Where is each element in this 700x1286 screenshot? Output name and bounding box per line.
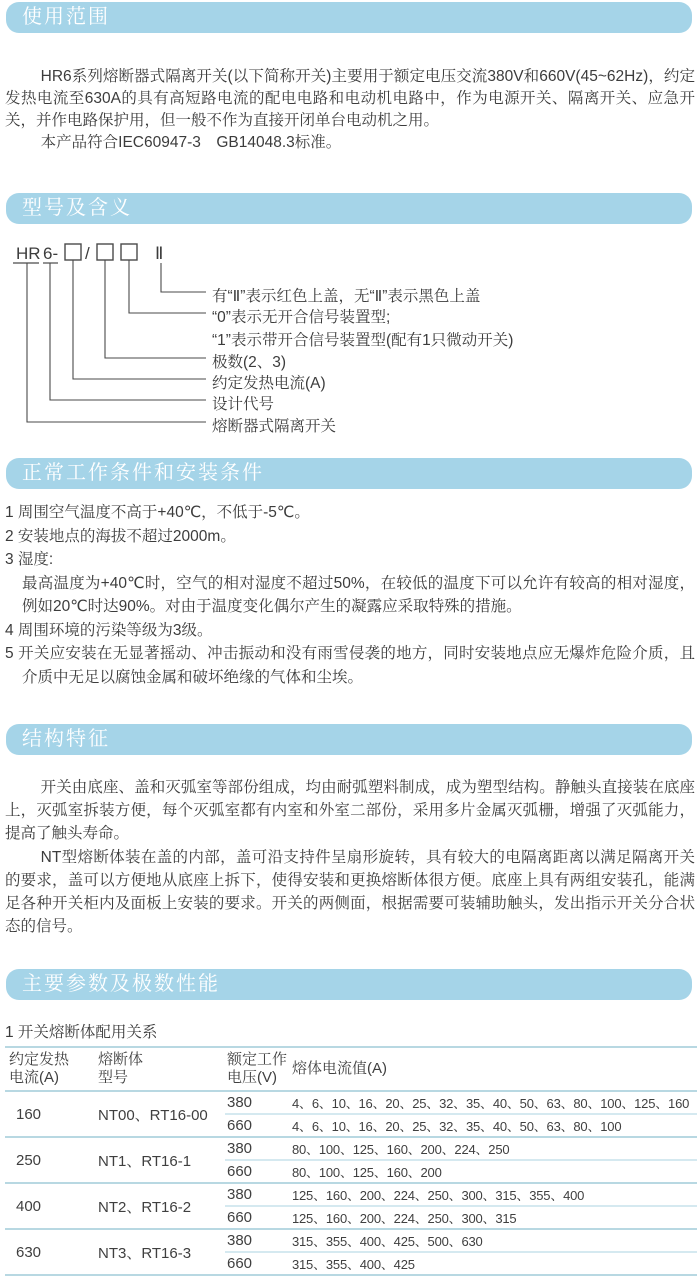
- cell-fuse-model: NT3、RT16-3: [93, 1229, 225, 1275]
- fuse-table-wrapper: [5, 1046, 697, 1276]
- table-row: [5, 1091, 697, 1114]
- header-line: 电压(V): [227, 1069, 277, 1086]
- condition-item: 1 周围空气温度不高于+40℃，不低于-5℃。: [5, 504, 310, 521]
- col-header-voltage: [225, 1047, 289, 1091]
- header-line: 约定发热: [9, 1051, 70, 1068]
- section-header-model: [6, 193, 692, 224]
- cell-values: 315、355、400、425: [289, 1252, 697, 1275]
- model-label-signal-1: “1”表示带开合信号装置型(配有1只微动开关): [212, 332, 514, 349]
- cell-rated-current: 630: [5, 1229, 93, 1275]
- cell-values: 315、355、400、425、500、630: [289, 1229, 697, 1252]
- section-title: 结构特征: [22, 728, 110, 750]
- col-header-fuse-model: [93, 1047, 225, 1091]
- table-row: [5, 1137, 697, 1160]
- condition-item: 3 湿度:: [5, 551, 54, 568]
- section-title: 使用范围: [22, 6, 110, 28]
- cell-values: 125、160、200、224、250、300、315: [289, 1206, 697, 1229]
- table-header-row: [5, 1047, 697, 1091]
- cell-fuse-model: NT00、RT16-00: [93, 1091, 225, 1137]
- paragraph: NT型熔断体装在盖的内部，盖可沿支持件呈扇形旋转，具有较大的电隔离距离以满足隔离开关的要求，盖可以方便地从底座上拆下，使得安装和更换熔断体很方便。底座上具有两组安装孔，能满足各种开关柜内及面板上安装的要求。开关的两侧面，根据需要可装辅助触头，发出指示开关分合状态的信号。: [5, 848, 695, 936]
- model-code-series: HR: [16, 244, 41, 263]
- model-label-design: 设计代号: [212, 396, 275, 413]
- cell-rated-current: 250: [5, 1137, 93, 1183]
- model-code-cover: Ⅱ: [155, 244, 164, 263]
- cell-values: 80、100、125、160、200: [289, 1160, 697, 1183]
- cell-rated-current: 160: [5, 1091, 93, 1137]
- cell-voltage: 660: [225, 1160, 289, 1183]
- structure-text-block: [5, 776, 695, 938]
- leader-line-signal: [129, 260, 206, 313]
- model-code-design: 6-: [43, 244, 59, 263]
- model-code-box-signal: [121, 244, 137, 260]
- col-header-fuse-current-values: [289, 1047, 697, 1091]
- section-title: 正常工作条件和安装条件: [22, 462, 264, 484]
- model-label-poles: 极数(2、3): [212, 354, 287, 371]
- header-line: 熔体电流值(A): [292, 1060, 387, 1077]
- condition-item-detail: 最高温度为+40℃时，空气的相对湿度不超过50%，在较低的温度下可以允许有较高的相对湿度，例如20℃时达90%。对由于温度变化偶尔产生的凝露应采取特殊的措施。: [22, 574, 695, 615]
- section-header-parameters: [6, 969, 692, 1000]
- cell-values: 4、6、10、16、20、25、32、35、40、50、63、80、100、125、160: [289, 1091, 697, 1114]
- section-header-structure: [6, 724, 692, 755]
- leader-line-cover: [161, 263, 206, 292]
- header-line: 额定工作: [227, 1051, 288, 1068]
- cell-values: 80、100、125、160、200、224、250: [289, 1137, 697, 1160]
- section-title: 型号及含义: [22, 197, 132, 219]
- header-line: 电流(A): [9, 1069, 59, 1086]
- cell-fuse-model: NT2、RT16-2: [93, 1183, 225, 1229]
- cell-voltage: 660: [225, 1206, 289, 1229]
- condition-item: 5 开关应安装在无显著摇动、冲击振动和没有雨雪侵袭的地方，同时安装地点应无爆炸危险介质，且介质中无足以腐蚀金属和破坏绝缘的气体和尘埃。: [5, 645, 695, 686]
- leader-line-switch: [27, 263, 206, 422]
- leader-line-current: [73, 260, 206, 379]
- leader-line-poles: [105, 260, 206, 358]
- model-code-box-current: [65, 244, 81, 260]
- cell-voltage: 380: [225, 1137, 289, 1160]
- section-header-conditions: [6, 458, 692, 489]
- model-label-switch: 熔断器式隔离开关: [212, 418, 337, 435]
- model-label-cover: 有“Ⅱ”表示红色上盖，无“Ⅱ”表示黑色上盖: [212, 288, 481, 305]
- table-subtitle: 1 开关熔断体配用关系: [5, 1024, 158, 1041]
- cell-voltage: 380: [225, 1229, 289, 1252]
- condition-item: 2 安装地点的海拔不超过2000m。: [5, 527, 236, 545]
- col-header-rated-current: [5, 1047, 93, 1091]
- paragraph: HR6系列熔断器式隔离开关(以下简称开关)主要用于额定电压交流380V和660V(45~62Hz)，约定发热电流至630A的具有高短路电流的配电电路和电动机电路中，作为电源开关、隔离开关、应急开关，并作电路保护用，但一般不作为直接开闭单台电动机之用。: [5, 68, 695, 129]
- header-line: 型号: [98, 1069, 129, 1086]
- table-row: [5, 1229, 697, 1252]
- model-label-current: 约定发热电流(A): [212, 375, 326, 392]
- cell-voltage: 660: [225, 1252, 289, 1275]
- cell-voltage: 380: [225, 1183, 289, 1206]
- section-title: 主要参数及极数性能: [22, 973, 220, 995]
- model-code-slash: /: [85, 244, 90, 263]
- paragraph: 本产品符合IEC60947-3 GB14048.3标准。: [40, 134, 342, 151]
- model-label-signal-0: “0”表示无开合信号装置型;: [212, 309, 391, 326]
- cell-voltage: 380: [225, 1091, 289, 1114]
- cell-fuse-model: NT1、RT16-1: [93, 1137, 225, 1183]
- cell-values: 4、6、10、16、20、25、32、35、40、50、63、80、100: [289, 1114, 697, 1137]
- cell-rated-current: 400: [5, 1183, 93, 1229]
- fuse-selection-table: [5, 1046, 697, 1276]
- usage-text-block: [5, 66, 695, 154]
- paragraph: 开关由底座、盖和灭弧室等部份组成，均由耐弧塑料制成，成为塑型结构。静触头直接装在底座上，灭弧室拆装方便，每个灭弧室都有内室和外室二部份，采用多片金属灭弧栅，增强了灭弧能力，提高了触头寿命。: [5, 779, 695, 843]
- table-row: [5, 1183, 697, 1206]
- conditions-list: [5, 501, 695, 689]
- header-line: 熔断体: [98, 1051, 144, 1068]
- model-code-box-poles: [97, 244, 113, 260]
- condition-item: 4 周围环境的污染等级为3级。: [5, 621, 213, 639]
- cell-values: 125、160、200、224、250、300、315、355、400: [289, 1183, 697, 1206]
- cell-voltage: 660: [225, 1114, 289, 1137]
- section-header-usage: [6, 2, 692, 33]
